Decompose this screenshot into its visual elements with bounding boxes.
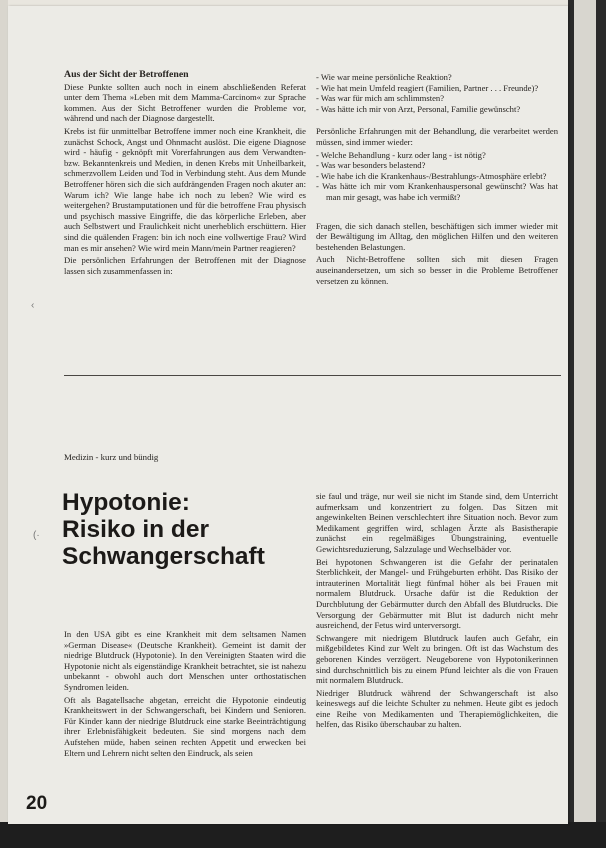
question-item: - Wie habe ich die Krankenhaus-/Bestrahlungs-Atmosphäre erlebt? [316, 170, 547, 181]
paragraph: Fragen, die sich danach stellen, beschäftigen sich immer wieder mit der Bewältigung im Alltag, den möglichen Hilfen und den weiteren bestehenden Belastungen. [316, 220, 558, 252]
top-right-column [316, 72, 558, 288]
section-heading: Aus der Sicht der Betroffenen [64, 69, 189, 80]
paragraph: Persönliche Erfahrungen mit der Behandlung, die verarbeitet werden müssen, sind immer wieder: [316, 126, 558, 147]
question-item: - Wie hat mein Umfeld reagiert (Familien, Partner . . . Freunde)? [316, 82, 539, 93]
article-kicker: Medizin - kurz und bündig [64, 452, 159, 462]
paragraph: In den USA gibt es eine Krankheit mit dem seltsamen Namen »German Disease« (Deutsche Krankheit). Gemeint ist damit der niedrige Blutdruck (Hypotonie). In den Vereinigten Staaten wird die Hypotonie nicht als eigenständige Krankheit betrachtet, sie ist nahezu unbekannt - obwohl auch dort Menschen unter orthostatischen Syndromen leiden. [64, 629, 306, 692]
paragraph: Bei hypotonen Schwangeren ist die Gefahr der perinatalen Sterblichkeit, der Mangel- und Frühgeburten erhöht. Das Risiko der intrauterinen Mortalität liegt fünfmal höher als bei Frauen mit normalem Blutdruck. Ursache dafür ist die Reduktion der Durchblutung der Gebärmutter durch den Abfall des Blutdrucks. Die Versorgung der Gebärmutter mit Blut ist dadurch nicht mehr ausreichend, der Fetus wird unterversorgt. [316, 556, 558, 631]
paragraph: Auch Nicht-Betroffene sollten sich mit diesen Fragen auseinandersetzen, um sich so besser in die Probleme Betroffener versetzen zu können. [316, 254, 558, 286]
question-item: - Welche Behandlung - kurz oder lang - ist nötig? [316, 149, 486, 160]
article-title [62, 489, 302, 570]
question-item: - Was hätte ich mir von Arzt, Personal, Familie gewünscht? [316, 103, 521, 114]
paragraph: Diese Punkte sollten auch noch in einem abschließenden Referat unter dem Thema »Leben mit dem Mamma-Carcinom« zur Sprache kommen. Aus der Sicht Betroffener wurden die Probleme vor, während und nach der Diagnose dargestellt. [64, 81, 306, 124]
punch-hole-mark: ‹ [31, 300, 35, 311]
page-number: 20 [26, 793, 48, 814]
question-item: - Wie war meine persönliche Reaktion? [316, 72, 452, 82]
article-left-column [64, 629, 306, 760]
paragraph: Niedriger Blutdruck während der Schwangerschaft ist also keineswegs auf die leichte Schulter zu nehmen. Heute gibt es jedoch eine Reihe von Medikamenten und Therapiemöglichkeiten, die helfen, das Risiko überschaubar zu halten. [316, 687, 558, 730]
paragraph: Krebs ist für unmittelbar Betroffene immer noch eine Krankheit, die zunächst Schock, Angst und Ohnmacht auslöst. Die eigene Diagnose wird - häufig - geknöpft mit Vorerfahrungen aus dem Verwandten- bzw. Bekanntenkreis und Medien, in denen Krebs mit Unheilbarkeit, schmerzvollem Leiden und Tod in Verbindung steht. Aus dem Munde Betroffener hören sich die sich aufdrängenden Fragen noch akuter an: Warum ich? Wie lange habe ich noch zu leben? Wie wird es weitergehen? Brustamputationen und für die betroffene Frau physisch und psychisch massive Eingriffe, die das körperliche Erleben, aber auch Selbstwert und Fraulichkeit nicht unerheblich erschüttern. Hier sind die quälenden Fragen: bin ich noch eine vollwertige Frau? Wird man es mir ansehen? Wie wird mein Mann/mein Partner reagieren? [64, 125, 306, 253]
page-gutter [0, 0, 8, 848]
punch-hole-mark: (· [33, 530, 40, 541]
scan-bottom-border [0, 822, 606, 848]
question-item: - Was war für mich am schlimmsten? [316, 93, 445, 104]
top-left-column [64, 70, 306, 278]
question-item: - Was hätte ich mir vom Krankenhauspersonal gewünscht? Was hat man mir gesagt, was habe ich vermißt? [316, 181, 558, 202]
paragraph: Oft als Bagatellsache abgetan, erreicht die Hypotonie eindeutig Krankheitswert in der Schwangerschaft, bei Kindern und Senioren. Für Kinder kann der niedrige Blutdruck eine starke Beeinträchtigung ihrer Erlebnisfähigkeit bedeuten. Sie sind morgens nach dem Aufstehen müde, haben seinen rechten Appetit und erwecken bei Eltern und Lehrern nicht selten den Eindruck, als seien [64, 694, 306, 758]
paragraph: sie faul und träge, nur weil sie nicht im Stande sind, dem Unterricht aufmerksam und konzentriert zu folgen. Das Sitzen mit angewinkelten Beinen verschlechtert ihre Situation noch. Bevor zum Medikament gegriffen wird, schlagen Ärzte als Basistherapie zunächst ein regelmäßiges Übungstraining, eventuelle Gewichtsreduzierung, Salzzulage und Wechselbäder vor. [316, 491, 558, 554]
title-line: Schwangerschaft [62, 543, 265, 570]
next-page-edge [568, 0, 606, 848]
article-right-column [316, 491, 558, 732]
paragraph: Schwangere mit niedrigem Blutdruck laufen auch Gefahr, ein mißgebildetes Kind zur Welt zu bringen. Oft ist das Wachstum des geborenen Kindes verzögert. Neugeborene von Hypotonikerinnen sind durchschnittlich bis zu einem Pfund leichter als die von Frauen mit normalem Blutdruck. [316, 632, 558, 686]
title-line: Hypotonie: [62, 489, 190, 516]
question-item: - Was war besonders belastend? [316, 160, 426, 171]
paragraph: Die persönlichen Erfahrungen der Betroffenen mit der Diagnose lassen sich zusammenfassen in: [64, 255, 306, 276]
next-page-strip [574, 0, 596, 848]
title-line: Risiko in der [62, 516, 210, 543]
section-divider [64, 375, 561, 376]
